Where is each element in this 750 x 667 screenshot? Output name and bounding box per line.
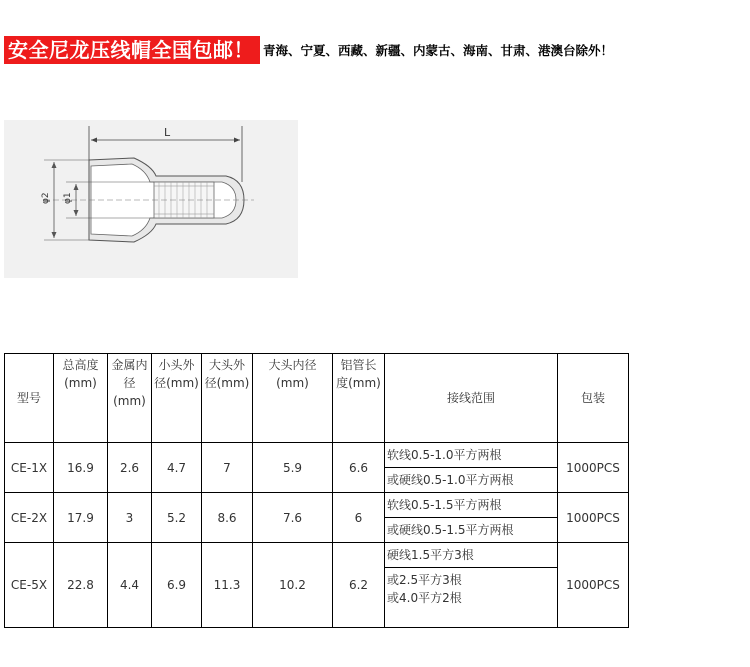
- cell-wire-range: 软线0.5-1.5平方两根: [385, 493, 558, 518]
- header-metal-inner: 金属内 径 (mm): [108, 354, 152, 443]
- cell-metal-inner: 4.4: [108, 543, 152, 628]
- cell-wire-range: 或硬线0.5-1.0平方两根: [385, 468, 558, 493]
- cell-model: CE-2X: [5, 493, 54, 543]
- header-big-outer: 大头外 径(mm): [202, 354, 253, 443]
- cell-total-height: 22.8: [54, 543, 108, 628]
- cell-package: 1000PCS: [558, 443, 629, 493]
- cell-model: CE-1X: [5, 443, 54, 493]
- cell-wire-range: 软线0.5-1.0平方两根: [385, 443, 558, 468]
- cell-big-inner: 10.2: [253, 543, 333, 628]
- cell-big-outer: 8.6: [202, 493, 253, 543]
- cell-metal-inner: 3: [108, 493, 152, 543]
- header-total-height: 总高度 (mm): [54, 354, 108, 443]
- cell-wire-range: 硬线1.5平方3根: [385, 543, 558, 568]
- wire-option: 或4.0平方2根: [387, 591, 462, 605]
- header-wire-range: 接线范围: [385, 354, 558, 443]
- table-row: [5, 543, 629, 568]
- table-row: [5, 493, 629, 518]
- cell-al-length: 6.6: [333, 443, 385, 493]
- cell-small-outer: 6.9: [152, 543, 202, 628]
- cell-big-inner: 5.9: [253, 443, 333, 493]
- inner-diameter-label: φ1: [63, 192, 73, 204]
- header-al-length: 铝管长 度(mm): [333, 354, 385, 443]
- spec-table: [4, 353, 629, 628]
- length-label: L: [164, 126, 171, 139]
- cell-model: CE-5X: [5, 543, 54, 628]
- header-big-inner: 大头内径 (mm): [253, 354, 333, 443]
- cell-al-length: 6.2: [333, 543, 385, 628]
- cell-metal-inner: 2.6: [108, 443, 152, 493]
- cell-big-outer: 7: [202, 443, 253, 493]
- promo-headline: 安全尼龙压线帽全国包邮！: [4, 36, 260, 64]
- cell-wire-range: 或硬线0.5-1.5平方两根: [385, 518, 558, 543]
- promo-banner: [4, 36, 613, 64]
- header-package: 包装: [558, 354, 629, 443]
- cell-total-height: 17.9: [54, 493, 108, 543]
- technical-drawing: [4, 120, 298, 278]
- table-row: [5, 443, 629, 468]
- outer-diameter-label: φ2: [41, 192, 51, 204]
- cell-big-outer: 11.3: [202, 543, 253, 628]
- cell-big-inner: 7.6: [253, 493, 333, 543]
- cell-package: 1000PCS: [558, 493, 629, 543]
- cell-small-outer: 4.7: [152, 443, 202, 493]
- shipping-exclusions: 青海、宁夏、西藏、新疆、内蒙古、海南、甘肃、港澳台除外！: [263, 43, 614, 58]
- table-header-row: [5, 354, 629, 443]
- cell-wire-range: [385, 568, 558, 628]
- cell-small-outer: 5.2: [152, 493, 202, 543]
- header-small-outer: 小头外 径(mm): [152, 354, 202, 443]
- cell-package: 1000PCS: [558, 543, 629, 628]
- cell-total-height: 16.9: [54, 443, 108, 493]
- header-model: 型号: [5, 354, 54, 443]
- cell-al-length: 6: [333, 493, 385, 543]
- wire-cap-diagram: [4, 120, 298, 278]
- wire-option: 或2.5平方3根: [387, 573, 462, 587]
